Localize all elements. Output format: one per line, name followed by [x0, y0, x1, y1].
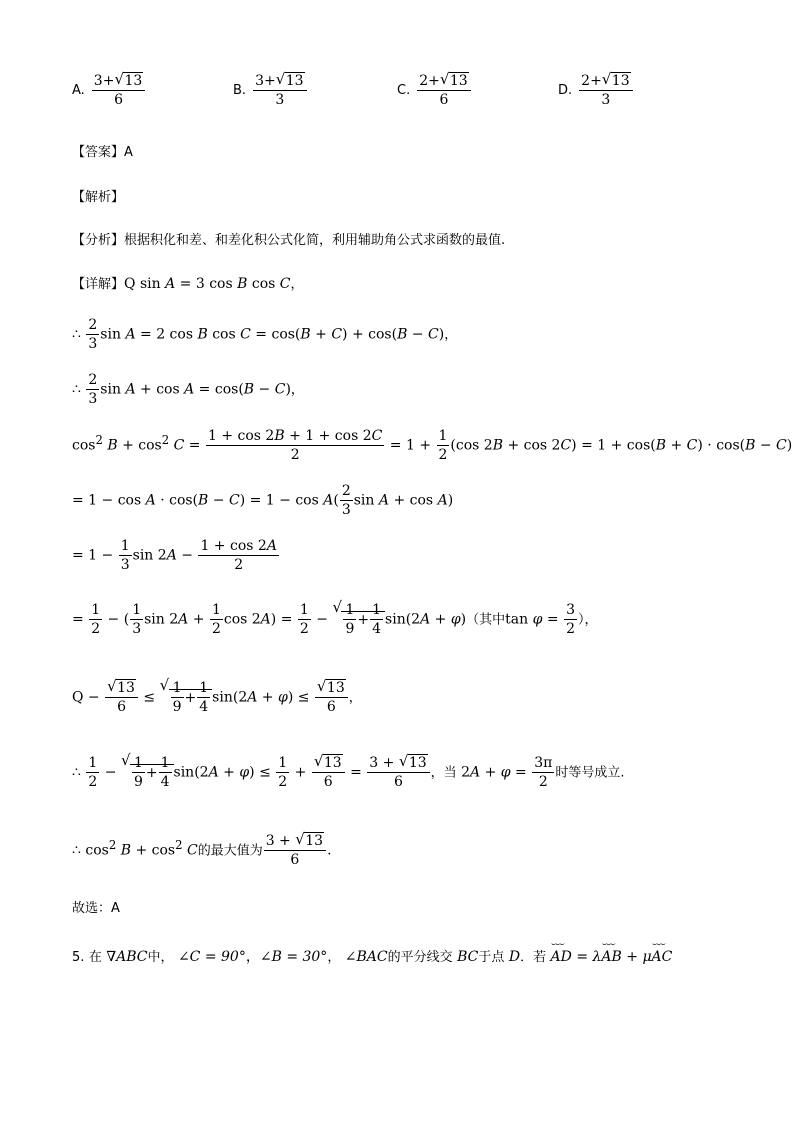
derivation-line-5: = 1 − cos A · cos(B − C) = 1 − cos A( $\frac{2}{3}$ sin A + cos A)	[72, 483, 454, 519]
option-b: B. $\frac{3+√ 13}{3}$	[233, 73, 308, 108]
derivation-line-4: $\cos^2 B + \cos^2 C$ = $\frac{1 + \cos 2B + 1 + \cos 2C}{2}$ = 1 + $\frac{1}{2}$ (cos 2B + cos 2C) = 1 + cos(B + C) · cos(B − C)	[72, 428, 793, 464]
question-5: 5. 在 ∇ABC中， ∠C = 90°，∠B = 30°， ∠BAC的平分线交 BC于点 D．若 ⌣⌣⌣ AD = λ⌣⌣⌣ AB + μ⌣⌣⌣ AC	[72, 950, 672, 964]
analysis-heading: 【解析】	[72, 190, 125, 205]
analysis-summary: 【分析】根据积化和差、和差化积公式化简，利用辅助角公式求函数的最值.	[72, 233, 506, 248]
derivation-line-7: = $\frac{1}{2}$ − ( $\frac{1}{3}$ sin 2A + $\frac{1}{2}$ cos 2A) = $\frac{1}{2}$ − √ $\frac{1}{9}$ + $\frac{1}{4}$ sin(2A + φ)（其中tan φ = $\frac{3}{2}$ ），	[72, 602, 598, 637]
option-c: C. $\frac{2+√ 13}{6}$	[397, 73, 472, 108]
derivation-line-9: ∴ $\frac{1}{2}$ − √ $\frac{1}{9}$ + $\frac{1}{4}$ sin(2A + φ) ≤ $\frac{1}{2}$ + √ $\frac{13}{6}$ = $\frac{3 + √ 13}{6}$ ，当 2A + φ = $\frac{3\pi}{2}$ 时等号成立.	[72, 755, 625, 790]
detail-line-1: 【详解】Q sin A = 3 cos B cos C，	[72, 276, 304, 292]
answer-line: 【答案】A	[72, 145, 133, 160]
derivation-line-2: ∴ $\frac{2}{3}$ sin A = 2 cos B cos C = cos(B + C) + cos(B − C)，	[72, 317, 458, 353]
option-a: A. $\frac{3+√ 13}{6}$	[72, 73, 146, 108]
derivation-line-8: Q − √ $\frac{13}{6}$ ≤ √ $\frac{1}{9}$ + $\frac{1}{4}$ sin(2A + φ) ≤ √ $\frac{13}{6}$ ，	[72, 680, 362, 715]
derivation-line-6: = 1 − $\frac{1}{3}$ sin 2A − $\frac{1 + \cos 2A}{2}$	[72, 538, 277, 574]
choice-line: 故选：A	[72, 901, 120, 916]
option-d: D. $\frac{2+√ 13}{3}$	[558, 73, 634, 108]
derivation-line-3: ∴ $\frac{2}{3}$ sin A + cos A = cos(B − C)，	[72, 372, 304, 408]
conclusion-line: ∴ $\cos^2 B + \cos^2 C$的最大值为 $\frac{3 + √ 13}{6}$ .	[72, 833, 332, 868]
